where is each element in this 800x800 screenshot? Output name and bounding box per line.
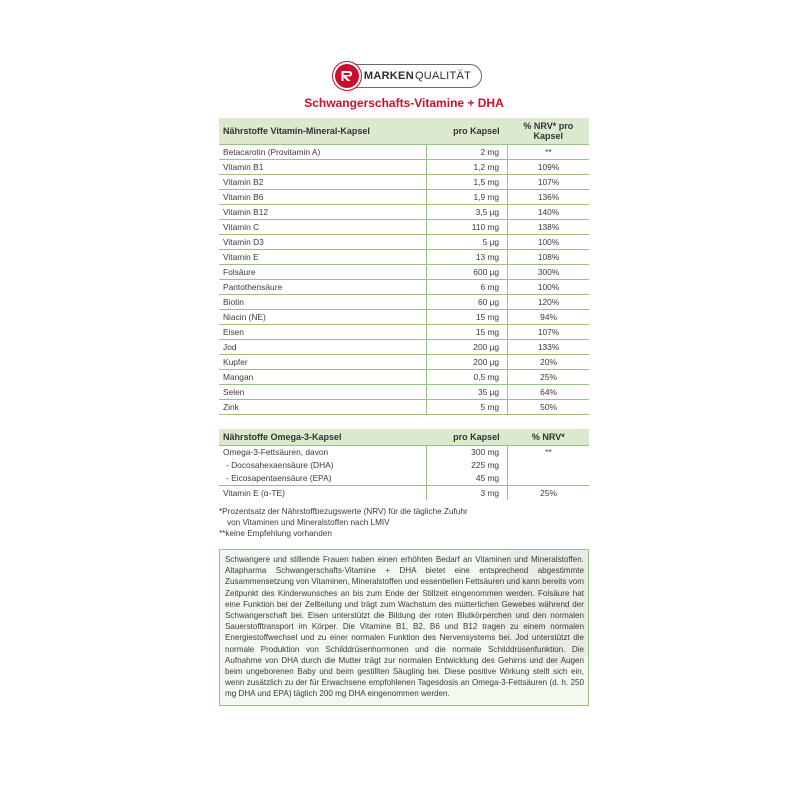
nutrient-name: Mangan — [219, 370, 426, 385]
table-row — [219, 472, 589, 486]
nutrient-nrv: ** — [508, 446, 589, 460]
table-header-per-capsule: pro Kapsel — [426, 429, 507, 446]
table-header-row — [219, 429, 589, 446]
nutrient-nrv: 109% — [508, 160, 589, 175]
nutrient-name — [219, 459, 426, 472]
nutrient-amount: 0,5 mg — [426, 370, 507, 385]
table-row — [219, 160, 589, 175]
nutrient-amount: 15 mg — [426, 310, 507, 325]
nutrient-nrv: 50% — [508, 400, 589, 415]
nutrient-nrv — [508, 472, 589, 486]
nutrient-amount: 13 mg — [426, 250, 507, 265]
table-row — [219, 486, 589, 501]
description-text: Schwangere und stillende Frauen haben einen erhöhten Bedarf an Vitaminen und Mineralstoffen. Altapharma Schwangerschafts-Vitamine + DHA bietet eine entsprechend abgestimmte Zusammensetzung von Vitaminen, Mineralstoffen und essentiellen Fettsäuren und kann bereits vom Zeitpunkt des Kinderwunsches an bis zum Ende der Stillzeit eingenommen werden. Folsäure hat eine Funktion bei der Zellteilung und trägt zum Wachstum des mütterlichen Gewebes während der Schwangerschaft bei. Eisen unterstützt die Bildung der roten Blutkörperchen und den normalen Sauerstofftransport im Körper. Die Vitamine B1, B2, B6 und B12 tragen zu einem normalen Energiestoffwechsel und zu einer normalen Funktion des Nervensystems bei. Jod unterstützt die normale Produktion von Schilddrüsenhormonen und die normale Schilddrüsenfunktion. Die Aufnahme von DHA durch die Mutter trägt zur normalen Entwicklung des Gehirns und der Augen beim ungeborenen Baby und beim gestillten Säugling bei. Diese positive Wirkung stellt sich ein, wenn zusätzlich zu der für Erwachsene empfohlenen Tagesdosis an Omega-3-Fettsäuren (d. h. 250 mg DHA und EPA) täglich 200 mg DHA eingenommen werden. — [225, 555, 584, 699]
nutrient-name: Niacin (NE) — [219, 310, 426, 325]
nutrient-nrv: 136% — [508, 190, 589, 205]
table-header-per-capsule: pro Kapsel — [426, 118, 507, 145]
table-header-nrv: % NRV* pro Kapsel — [508, 118, 589, 145]
nutrient-amount: 300 mg — [426, 446, 507, 460]
nutrient-amount: 3,5 µg — [426, 205, 507, 220]
nutrient-nrv: 107% — [508, 325, 589, 340]
nutrient-amount: 1,5 mg — [426, 175, 507, 190]
omega3-table — [219, 429, 589, 500]
table-header-nutrients: Nährstoffe Vitamin-Mineral-Kapsel — [219, 118, 426, 145]
nutrient-amount: 15 mg — [426, 325, 507, 340]
footnote-nrv: *Prozentsatz der Nährstoffbezugswerte (NRV) für die tägliche Zufuhr — [219, 507, 468, 516]
nutrient-name: Vitamin D3 — [219, 235, 426, 250]
nutrient-name: Vitamin B2 — [219, 175, 426, 190]
brand-text-regular: QUALITÄT — [414, 70, 472, 82]
nutrient-nrv: 138% — [508, 220, 589, 235]
nutrient-nrv: 25% — [540, 488, 557, 498]
table-row — [219, 220, 589, 235]
nutrient-name: Vitamin B1 — [219, 160, 426, 175]
nutrient-name: Biotin — [219, 295, 426, 310]
nutrient-nrv — [508, 459, 589, 472]
nutrient-name: Zink — [219, 400, 426, 415]
brand-badge — [336, 64, 482, 88]
nutrient-name: Eisen — [219, 325, 426, 340]
nutrient-name: Omega-3-Fettsäuren, davon — [219, 446, 426, 460]
nutrient-nrv: 25% — [508, 370, 589, 385]
brand-text-bold: MARKEN — [363, 70, 414, 82]
nutrient-amount: 5 µg — [426, 235, 507, 250]
nutrient-amount: 225 mg — [426, 459, 507, 472]
vitamin-mineral-table-body — [219, 145, 589, 415]
table-row — [219, 145, 589, 160]
brand-badge-row — [229, 64, 589, 88]
nutrient-nrv: 20% — [508, 355, 589, 370]
nutrient-nrv: 100% — [508, 235, 589, 250]
footnote-no-recommendation: **keine Empfehlung vorhanden — [219, 529, 332, 538]
nutrient-amount: 5 mg — [426, 400, 507, 415]
nutrient-amount: 1,2 mg — [426, 160, 507, 175]
table-header-nutrients: Nährstoffe Omega-3-Kapsel — [219, 429, 426, 446]
nutrient-nrv: 120% — [508, 295, 589, 310]
table-header-row — [219, 118, 589, 145]
nutrient-amount: 45 mg — [426, 472, 507, 486]
nutrient-name: Vitamin E (α-TE) — [219, 486, 426, 501]
table-header-nrv: % NRV* — [508, 429, 589, 446]
nutrient-nrv: 107% — [508, 175, 589, 190]
nutrient-nrv: 300% — [508, 265, 589, 280]
nutrient-nrv: 100% — [508, 280, 589, 295]
table-row — [219, 370, 589, 385]
vitamin-mineral-table — [219, 118, 589, 415]
nutrient-nrv: ** — [508, 145, 589, 160]
nutrient-amount: 600 µg — [426, 265, 507, 280]
nutrient-amount: 200 µg — [426, 355, 507, 370]
nutrient-amount: 60 µg — [426, 295, 507, 310]
nutrient-name — [219, 472, 426, 486]
table-row — [219, 235, 589, 250]
table-row — [219, 250, 589, 265]
table-row — [219, 446, 589, 460]
nutrient-name: Folsäure — [219, 265, 426, 280]
nutrient-nrv: 133% — [508, 340, 589, 355]
nutrient-name: Betacarotin (Provitamin A) — [219, 145, 426, 160]
nutrient-name: Jod — [219, 340, 426, 355]
nutrient-name: Vitamin B12 — [219, 205, 426, 220]
footnote-nrv-cont: von Vitaminen und Mineralstoffen nach LMIV — [227, 518, 390, 527]
nutrient-amount: 1,9 mg — [426, 190, 507, 205]
table-row — [219, 280, 589, 295]
product-label — [219, 64, 589, 706]
product-title: Schwangerschafts-Vitamine + DHA — [304, 96, 504, 110]
table-row — [219, 205, 589, 220]
nutrient-name: Vitamin E — [219, 250, 426, 265]
table-row — [219, 190, 589, 205]
table-row — [219, 265, 589, 280]
nutrient-nrv: 140% — [508, 205, 589, 220]
table-row — [219, 175, 589, 190]
nutrient-nrv: 94% — [508, 310, 589, 325]
description-box — [219, 549, 589, 706]
nutrient-amount: 110 mg — [426, 220, 507, 235]
table-row — [219, 459, 589, 472]
nutrient-amount: 35 µg — [426, 385, 507, 400]
table-row — [219, 340, 589, 355]
nutrient-nrv: 64% — [508, 385, 589, 400]
nutrient-name-text: - Eicosapentaensäure (EPA) — [226, 473, 332, 483]
brand-logo-mark — [339, 68, 355, 84]
table-row — [219, 295, 589, 310]
brand-logo-icon — [335, 64, 359, 88]
table-row — [219, 355, 589, 370]
nutrient-name: Vitamin C — [219, 220, 426, 235]
table-row — [219, 325, 589, 340]
nutrient-nrv: 108% — [508, 250, 589, 265]
footnotes — [219, 506, 589, 539]
nutrient-amount: 6 mg — [426, 280, 507, 295]
nutrient-name: Selen — [219, 385, 426, 400]
nutrient-name-text: - Docosahexaensäure (DHA) — [226, 460, 334, 470]
nutrient-name: Kupfer — [219, 355, 426, 370]
nutrient-name: Vitamin B6 — [219, 190, 426, 205]
table-row — [219, 385, 589, 400]
nutrient-name: Pantothensäure — [219, 280, 426, 295]
nutrient-amount: 2 mg — [426, 145, 507, 160]
nutrient-amount: 200 µg — [426, 340, 507, 355]
nutrient-amount: 3 mg — [426, 486, 507, 501]
table-row — [219, 310, 589, 325]
table-row — [219, 400, 589, 415]
